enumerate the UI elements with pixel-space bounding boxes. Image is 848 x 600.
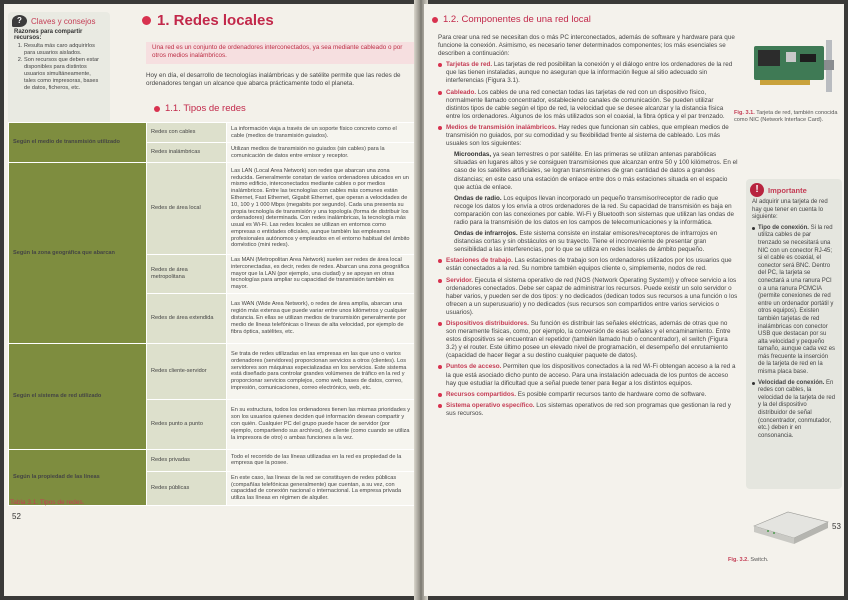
tips-title: Claves y consejos <box>31 16 96 26</box>
list-term: Cableado. <box>446 88 477 96</box>
list-item <box>438 61 738 85</box>
table-row <box>9 163 416 255</box>
important-term: Velocidad de conexión. <box>758 379 825 386</box>
description-cell: Las WAN (Wide Area Network), o redes de área amplia, abarcan una región más extensa que puede variar entre unos kilómetros y cualquier distancia. En ellas se utilizan medios de transmisión generalmente por medio de líneas telefónicas o líneas de alta velocidad, por ejemplo de fibra óptica, satélites, etc. <box>227 293 416 343</box>
section-heading <box>154 103 246 114</box>
figure-caption <box>728 557 828 564</box>
bullet-dot-icon <box>432 17 438 23</box>
intro-paragraph: Para crear una red se necesitan dos o más PC interconectados, además de software y hardware para que funcione la conexión. Asimismo, es necesario tener determinados componentes; los más esenciales se describen a continuación: <box>438 34 735 58</box>
list-text: Permiten que los dispositivos conectados a la red Wi-Fi obtengan acceso a la red a la que está asociado dicho punto de acceso. Para una instalación adecuada de los puntos de acceso hay que estudiar la dificultad que a señal puede tener para llegar a los distintos equipos. <box>446 363 736 387</box>
description-cell: Utilizan medios de transmisión no guiados (sin cables) para la comunicación de datos entre emisor y receptor. <box>227 143 416 163</box>
figure-label: Fig. 3.2. <box>728 557 749 563</box>
network-card-image <box>746 36 838 106</box>
sub-item <box>438 151 738 191</box>
important-item <box>752 225 836 377</box>
list-text: Su función es distribuir las señales eléctricas, además de otras que no son meramente físicas, como, por ejemplo, la conversión de esas señales y el encaminamiento. Entre estos dispositivos se encuentran el repetidor (también llamado hub o concentrador), el switch (Figura 3.2) y el router. Este último posee un elevado nivel de programación, el desempeño del enrutamiento (capacidad de hacer llegar a su destino cualquier paquete de datos). <box>446 320 731 360</box>
list-text: Ejecuta el sistema operativo de red (NOS (Network Operating System)) y ofrece servicio a los ordenadores conectados. Debe ser capaz de administrar los recursos. Puede existir un solo servidor o haber varios, y pueden ser de dos tipos: y no dedicados (dedican todos sus recursos a una función o los ofrecen a un superusuario) y no dedicados (sus recursos son compartidos entre varios servicios o usuarios). <box>446 276 738 316</box>
figure-text: Switch. <box>750 557 769 563</box>
category-cell: Según el medio de transmisión utilizado <box>9 123 147 163</box>
section-title: 1.2. Componentes de una red local <box>443 14 591 25</box>
important-text: Si la red utiliza cables de par trenzado se necesitará una NIC con un conector RJ-45; si el cable es coaxial, el conector será BNC. Dentro del PC, la tarjeta se conectará a una ranura PCI o a una ranura PCMCIA (permite conexiones de red entre un ordenador portátil y otros equipos). Existen también tarjetas de red inalámbricas con conector USB que destacan por su alta velocidad y pequeño tamaño, aunque cada vez es más frecuente la inserción de la tarjeta de red en la misma placa base. <box>758 224 836 376</box>
section-title: 1.1. Tipos de redes <box>165 103 246 114</box>
description-cell: Se trata de redes utilizadas en las empresas en las que uno o varios ordenadores (servidores) proporcionan servicios a otros (clientes). Los servidores son máquinas especializadas en los servicios. Este sistema está diseñado para controlar grandes volúmenes de tráfico en la red y proporcionar servicios complejos, como web, bases de datos, correo, impresión, comunicaciones, correo electrónico, web, etc. <box>227 343 416 399</box>
type-cell: Redes privadas <box>147 449 227 471</box>
description-cell: Las MAN (Metropolitan Area Network) suelen ser redes de área local interconectadas, es decir, redes de redes. Abarcan una zona geográfica mayor que la LAN (por ejemplo, una ciudad) y se apoyan en otras tecnologías para ampliar su capacidad de transmisión también es mayor. <box>227 255 416 294</box>
important-term: Tipo de conexión. <box>758 224 809 231</box>
list-term: Servidor. <box>446 276 473 284</box>
exclamation-icon: ! <box>750 183 764 197</box>
table-caption: Tabla 3.1. Tipos de redes. <box>10 499 85 506</box>
figure-label: Fig. 3.1. <box>734 110 755 116</box>
type-cell: Redes públicas <box>147 471 227 505</box>
table-row <box>9 449 416 471</box>
list-item <box>438 124 738 148</box>
list-text: Las tarjetas de red posibilitan la conexión y el diálogo entre los ordenadores de la red que las tienen instaladas, aunque no aseguran que la información llegue al sitio adecuado sin interferencias (Figura 3.1). <box>446 61 733 85</box>
description-cell: Las LAN (Local Area Network) son redes que abarcan una zona reducida. Generalmente constan de varios ordenadores ubicados en un mismo edificio, interconectados mediante cables o por medios inalámbricos. Entre las tecnologías con cables más comunes están Ethernet, Fast Ethernet, Gigabit Ethernet, que operan a velocidades de 10, 100 y 1 000 Mbps (megabits por segundo). Cada una presenta su propia tecnología de transmisión y una topología (forma de distribuir los ordenadores) determinada. Con redes inalámbricas, la tecnología más usual es Wi-Fi. Las redes locales se utilizan en entornos como empresas o entidades oficiales, aunque también las empleamos profesionales autónomos y empleados en el entorno habitual del ámbito doméstico (mini redes). <box>227 163 416 255</box>
type-cell: Redes punto a punto <box>147 399 227 449</box>
list-item <box>438 391 738 399</box>
right-body <box>438 34 738 421</box>
speech-bubble-icon: ? <box>12 15 27 27</box>
sub-text: Este sistema consiste en instalar emisores/receptores de infrarrojos en distancias cortas y sin obstáculos en su trayecto. Tiene el inconveniente de presentar gran sensibilidad a las interferencias, por lo que se utiliza en redes locales de ámbito pequeño. <box>454 230 718 254</box>
description-cell: En su estructura, todos los ordenadores tienen las mismas prioridades y son los usuarios quienes deciden qué información desean compartir y con quién. Cualquier PC del grupo puede hacer de servidor (por ejemplo, compartiendo sus archivos), de cliente (como cuando se utiliza la impresora de otro) o ambas funciones a la vez. <box>227 399 416 449</box>
tips-subtitle: Razones para compartir recursos: <box>14 29 83 41</box>
important-title: Importante <box>768 185 807 195</box>
important-item <box>752 380 836 441</box>
list-term: Dispositivos distribuidores. <box>446 320 529 327</box>
description-cell: La información viaja a través de un soporte físico concreto como el cable (medios de transmisión guiados). <box>227 123 416 143</box>
description-cell: Todo el recorrido de las líneas utilizadas en la red es propiedad de la empresa que la posee. <box>227 449 416 471</box>
list-text: Las estaciones de trabajo son los ordenadores utilizados por los usuarios que están conectados a la red. Su nombre también equipos cliente o, simplemente, nodos de red. <box>446 257 732 273</box>
sub-term: Microondas, <box>454 151 492 159</box>
sub-text: ya sean terrestres o por satélite. En las primeras se utilizan antenas parabólicas situadas en lugares altos y se consiguen transmisiones que alcanzan entre 50 y 100 kilómetros. En el caso de los satélites artificiales, se logran transmisiones de gran cantidad de datos a grandes distancias; en este caso una estación de enlace entre dos o más estaciones situada en el espacio que actúa de enlace. <box>454 151 738 191</box>
list-term: Recursos compartidos. <box>446 390 516 398</box>
type-cell: Redes inalámbricas <box>147 143 227 163</box>
list-item <box>438 89 738 121</box>
type-cell: Redes de área extendida <box>147 293 227 343</box>
list-item <box>438 277 738 317</box>
sub-text: Los equipos llevan incorporado un pequeño transmisor/receptor de radio que recoge los datos y los envía a otros ordenadores de la red. Su capacidad de transmisión es baja en comparación con las conexiones por cable. Wi-Fi y Bluetooth son sistemas que utilizan las ondas de radio para la transmisión de los datos en los campos de telecomunicaciones y la informática. <box>454 194 735 226</box>
sub-item <box>438 195 738 227</box>
important-text: En redes con cables, la velocidad de la tarjeta de red y la del dispositivo distribuidor de señal (concentrador, conmutador, etc.) deben ir en consonancia. <box>758 379 836 439</box>
category-cell: Según la propiedad de las líneas <box>9 449 147 505</box>
category-cell: Según la zona geográfica que abarcan <box>9 163 147 344</box>
description-cell: En este caso, las líneas de la red se constituyen de redes públicas (compañías telefónicas generalmente) que cuentan, a su vez, con capacidad de conexión nacional o internacional. La empresa privada utiliza las líneas en régimen de alquiler. <box>227 471 416 505</box>
bullet-dot-icon <box>142 16 151 25</box>
tips-list <box>8 43 110 92</box>
list-item <box>438 320 738 360</box>
type-cell: Redes de área local <box>147 163 227 255</box>
list-term: Estaciones de trabajo. <box>446 257 513 265</box>
figure-text: Tarjeta de red, también conocida como NIC (Network Interface Card). <box>734 110 838 123</box>
list-text: Hay redes que funcionan sin cables, que emplean medios de transmisión no guiados, por su comodidad y su flexibilidad frente al sistema de cableado. Los más usuales son los siguientes: <box>446 123 729 148</box>
list-item <box>438 402 738 418</box>
sub-item <box>438 230 738 254</box>
important-intro: Al adquirir una tarjeta de red hay que tener en cuenta lo siguiente: <box>752 199 828 221</box>
type-cell: Redes con cables <box>147 123 227 143</box>
chapter-heading <box>142 12 274 29</box>
bullet-dot-icon <box>154 106 160 112</box>
sub-term: Ondas de radio. <box>454 194 502 202</box>
list-item <box>438 363 738 387</box>
intro-paragraph: Hoy en día, el desarrollo de tecnologías inalámbricas y de satélite permite que las redes de ordenadores tengan un alcance que abarca prácticamente todo el planeta. <box>146 72 401 87</box>
network-types-table <box>8 122 416 506</box>
table-row <box>9 123 416 143</box>
right-page <box>424 4 844 596</box>
list-item <box>438 257 738 273</box>
figure-caption <box>734 110 840 124</box>
type-cell: Redes de área metropolitana <box>147 255 227 294</box>
tips-item: 2. Son recursos que deben estar disponibles para distintos usuarios simultáneamente, tales como impresoras, bases de datos, ficheros, etc. <box>24 57 104 92</box>
sub-term: Ondas de infrarrojos. <box>454 230 518 238</box>
list-term: Puntos de acceso. <box>446 363 502 371</box>
chapter-title: 1. Redes locales <box>157 12 274 29</box>
tips-item: 1. Resulta más caro adquirirlos para usuarios aislados. <box>24 43 104 57</box>
page-number: 53 <box>832 522 841 531</box>
list-text: Los cables de una red conectan todas las tarjetas de red con un dispositivo físico, normalmente llamado concentrador, estableciendo canales de comunicación. Se pueden utilizar distintos tipos de cable según el tipo de red, la velocidad que se desee alcanzar y la distancia física entre los ordenadores. Algunos de los más utilizados son el coaxial, la fibra óptica y el par trenzado. <box>446 88 725 120</box>
list-text: Es posible compartir recursos tanto de hardware como de software. <box>517 390 707 398</box>
category-cell: Según el sistema de red utilizado <box>9 343 147 449</box>
type-cell: Redes cliente-servidor <box>147 343 227 399</box>
definition-box: Una red es un conjunto de ordenadores interconectados, ya sea mediante cableado o por otros medios inalámbricos. <box>146 42 416 64</box>
list-term: Sistema operativo específico. <box>446 401 535 409</box>
list-text: Los sistemas operativos de red son programas que gestionan la red y sus recursos. <box>446 401 731 417</box>
section-heading <box>432 14 591 25</box>
list-term: Tarjetas de red. <box>446 61 493 69</box>
switch-image <box>748 504 832 552</box>
left-page <box>4 4 418 596</box>
list-term: Medios de transmisión inalámbricos. <box>446 123 557 131</box>
important-box <box>746 179 842 489</box>
table-row <box>9 343 416 399</box>
page-number: 52 <box>12 512 21 521</box>
